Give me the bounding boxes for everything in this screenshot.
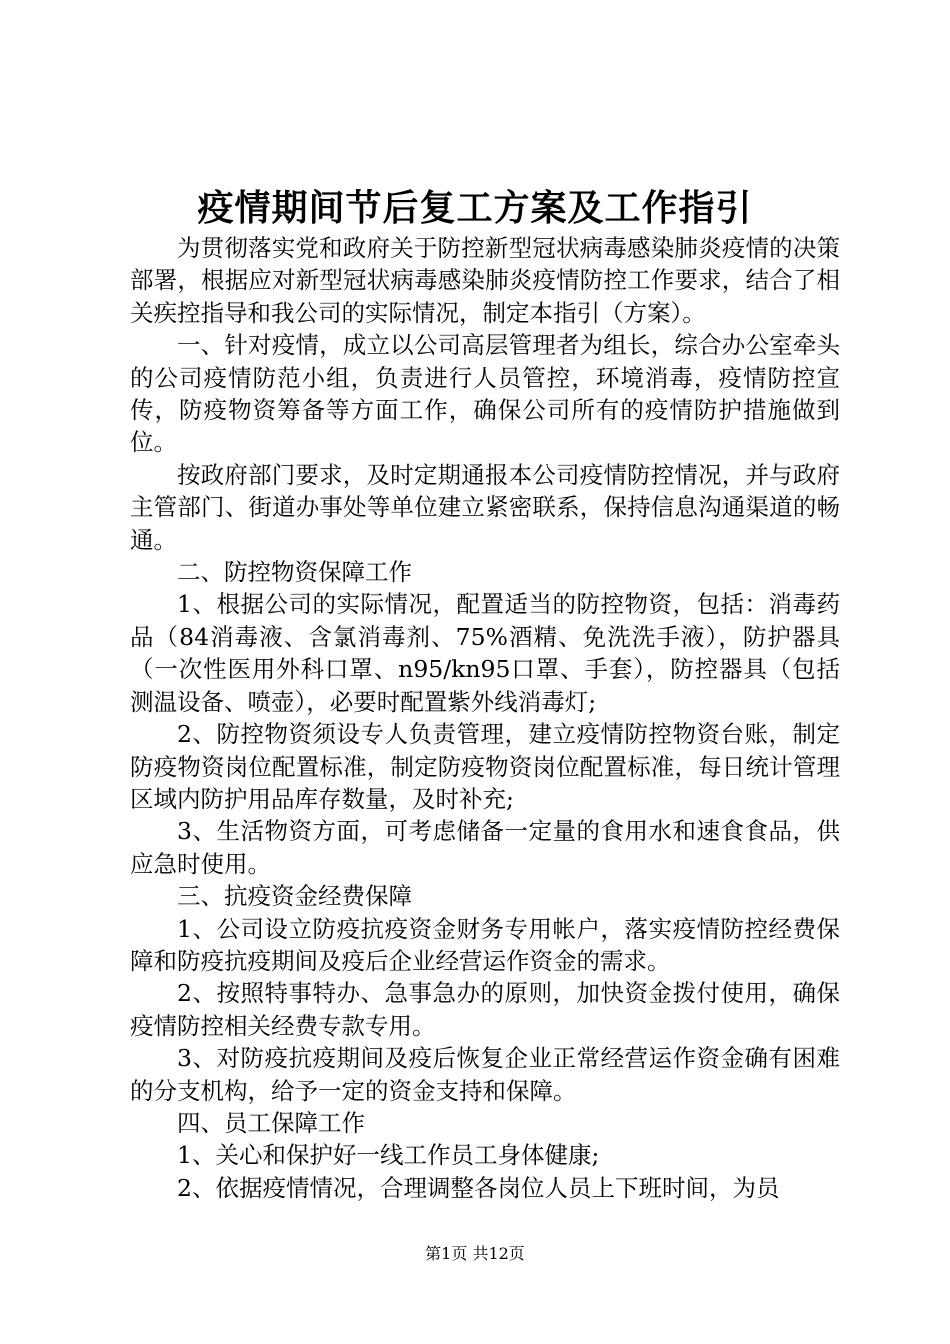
paragraph-reporting: 按政府部门要求，及时定期通报本公司疫情防控情况，并与政府主管部门、街道办事处等单位建立紧密联系，保持信息沟通渠道的畅通。 — [130, 460, 840, 554]
paragraph-staff-2: 2、依据疫情情况，合理调整各岗位人员上下班时间，为员 — [177, 1173, 780, 1202]
paragraph-funds-2: 2、按照特事特办、急事急办的原则，加快资金拨付使用，确保疫情防控相关经费专款专用。 — [130, 979, 840, 1040]
paragraph-funds-1: 1、公司设立防疫抗疫资金财务专用帐户，落实疫情防控经费保障和防疫抗疫期间及疫后企业经营运作资金的需求。 — [130, 914, 840, 975]
heading-section-4: 四、员工保障工作 — [177, 1108, 365, 1137]
paragraph-supplies-1: 1、根据公司的实际情况，配置适当的防控物资，包括：消毒药品（84消毒液、含氯消毒剂、75%酒精、免洗洗手液），防护器具（一次性医用外科口罩、n95/kn95口罩、手套），防控器具（包括测温设备、喷壶），必要时配置紫外线消毒灯; — [130, 590, 840, 716]
document-body — [130, 232, 840, 1204]
heading-section-2: 二、防控物资保障工作 — [177, 558, 412, 587]
paragraph-section-1: 一、针对疫情，成立以公司高层管理者为组长，综合办公室牵头的公司疫情防范小组，负责进行人员管控，环境消毒，疫情防控宣传，防疫物资筹备等方面工作，确保公司所有的疫情防护措施做到位。 — [130, 331, 840, 457]
document-title: 疫情期间节后复工方案及工作指引 — [197, 187, 753, 229]
paragraph-staff-1: 1、关心和保护好一线工作员工身体健康; — [177, 1141, 600, 1170]
page-footer: 第1页 共12页 — [425, 1244, 525, 1263]
paragraph-intro: 为贯彻落实党和政府关于防控新型冠状病毒感染肺炎疫情的决策部署，根据应对新型冠状病毒感染肺炎疫情防控工作要求，结合了相关疾控指导和我公司的实际情况，制定本指引（方案）。 — [130, 234, 840, 327]
paragraph-supplies-2: 2、防控物资须设专人负责管理，建立疫情防控物资台账，制定防疫物资岗位配置标准，制定防疫物资岗位配置标准，每日统计管理区域内防护用品库存数量，及时补充; — [130, 720, 840, 813]
paragraph-supplies-3: 3、生活物资方面，可考虑储备一定量的食用水和速食食品，供应急时使用。 — [130, 817, 840, 878]
heading-section-3: 三、抗疫资金经费保障 — [177, 882, 412, 911]
paragraph-funds-3: 3、对防疫抗疫期间及疫后恢复企业正常经营运作资金确有困难的分支机构，给予一定的资金支持和保障。 — [130, 1044, 840, 1105]
